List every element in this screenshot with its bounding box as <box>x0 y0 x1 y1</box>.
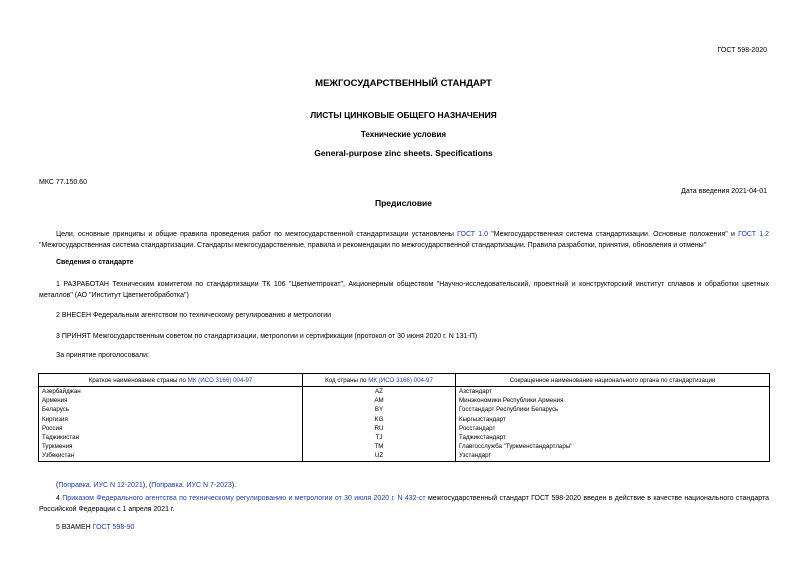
standard-info-heading: Сведения о стандарте <box>56 259 134 266</box>
intro-text-c: "Межгосударственная система стандартизации. Стандарты межгосударственные, правила и рекомендации по межгосударственной стандартизации. Правила разработки, принятия, обновления и отмены" <box>39 242 707 249</box>
table-row <box>39 442 770 451</box>
country-cell: Киргизия <box>39 415 303 424</box>
preface-intro-paragraph <box>39 229 769 251</box>
body-cell: Таджикстандарт <box>456 433 770 442</box>
code-cell: AM <box>303 396 456 405</box>
body-cell: Кыргызстандарт <box>456 415 770 424</box>
preface-heading: Предисловие <box>374 198 433 208</box>
body-cell: Минэкономики Республики Армения <box>456 396 770 405</box>
item-5-replaces: 5 ВЗАМЕН ГОСТ 598-90 <box>56 524 135 531</box>
item-3-adopted-by: 3 ПРИНЯТ Межгосударственным советом по стандартизации, метрологии и сертификации (протокол от 30 июня 2020 г. N 131-П) <box>56 333 478 340</box>
gost-1-2-link[interactable]: ГОСТ 1.2 <box>738 231 769 238</box>
item-4-enacted: 4 Приказом Федерального агентства по техническому регулированию и метрологии от 30 июля 2020 г. N 432-ст межгосударственный стандарт ГОСТ 598-2020 введен в действие в качестве национального стандарта Российской Федерации с 1 апреля 2021 г. <box>39 495 770 513</box>
table-row <box>39 415 770 424</box>
intro-text-b: "Межгосударственная система стандартизации. Основные положения" и <box>488 231 739 238</box>
iso-3166-link[interactable]: МК (ИСО 3166) 004-97 <box>187 376 253 384</box>
code-cell: KG <box>303 415 456 424</box>
code-cell: TM <box>303 442 456 451</box>
country-cell: Беларусь <box>39 405 303 414</box>
code-cell: TJ <box>303 433 456 442</box>
standard-english-title: General-purpose zinc sheets. Specifications <box>314 148 493 158</box>
intro-text-a: Цели, основные принципы и общие правила проведения работ по межгосударственной стандартизации установлены <box>56 231 458 238</box>
body-cell: Узстандарт <box>456 451 770 461</box>
standard-subtitle: Технические условия <box>360 130 447 139</box>
country-cell: Россия <box>39 424 303 433</box>
table-header-row <box>39 374 770 387</box>
document-code: ГОСТ 598-2020 <box>717 47 767 54</box>
amendments-line: (Поправка. ИУС N 12-2021), (Поправка. ИУС N 7-2023). <box>56 482 237 489</box>
code-cell: RU <box>303 424 456 433</box>
country-cell: Армения <box>39 396 303 405</box>
standard-category: МЕЖГОСУДАРСТВЕННЫЙ СТАНДАРТ <box>315 78 492 89</box>
voting-table <box>38 373 770 462</box>
table-row <box>39 405 770 414</box>
table-row <box>39 424 770 433</box>
table-row <box>39 396 770 405</box>
gost-598-90-link[interactable]: ГОСТ 598-90 <box>92 524 135 531</box>
body-cell: Азстандарт <box>456 387 770 397</box>
header-country-code: Код страны по МК (ИСО 3166) 004-97 <box>303 374 456 387</box>
item-2-submitted-by: 2 ВНЕСЕН Федеральным агентством по техническому регулированию и метрологии <box>56 312 332 319</box>
iso-3166-link[interactable]: МК (ИСО 3166) 004-97 <box>368 376 433 384</box>
table-row <box>39 387 770 397</box>
vote-intro: За принятие проголосовали: <box>56 352 149 359</box>
standard-title: ЛИСТЫ ЦИНКОВЫЕ ОБЩЕГО НАЗНАЧЕНИЯ <box>310 110 497 120</box>
country-cell: Азербайджан <box>39 387 303 397</box>
code-cell: AZ <box>303 387 456 397</box>
header-country-name: Краткое наименование страны по МК (ИСО 3166) 004-97 <box>39 374 303 387</box>
amendment-link-7-2023[interactable]: Поправка. ИУС N 7-2023 <box>151 482 232 489</box>
order-432-link[interactable]: Приказом Федерального агентства по техническому регулированию и метрологии от 30 июля 2020 г. N 432-ст <box>62 495 426 502</box>
item-1-developed-by: 1 РАЗРАБОТАН Техническим комитетом по стандартизации ТК 106 "Цветметпрокат", Акционерным обществом "Научно-исследовательский, проектный и конструкторский институт сплавов и обработки цветных металлов" (АО "Институт Цветметобработка") <box>39 281 769 299</box>
body-cell: Госстандарт Республики Беларусь <box>456 405 770 414</box>
introduction-date: Дата введения 2021-04-01 <box>681 188 767 195</box>
amendment-link-12-2021[interactable]: Поправка. ИУС N 12-2021 <box>58 482 143 489</box>
table-row <box>39 451 770 461</box>
code-cell: BY <box>303 405 456 414</box>
country-cell: Узбекистан <box>39 451 303 461</box>
body-cell: Росстандарт <box>456 424 770 433</box>
country-cell: Таджикистан <box>39 433 303 442</box>
gost-1-0-link[interactable]: ГОСТ 1.0 <box>457 231 489 238</box>
code-cell: UZ <box>303 451 456 461</box>
mks-code: МКС 77.150.60 <box>39 179 87 186</box>
country-cell: Туркмения <box>39 442 303 451</box>
table-row <box>39 433 770 442</box>
header-standards-body: Сокращенное наименование национального органа по стандартизации <box>456 374 770 387</box>
body-cell: Главгосслужба "Туркменстандартлары" <box>456 442 770 451</box>
